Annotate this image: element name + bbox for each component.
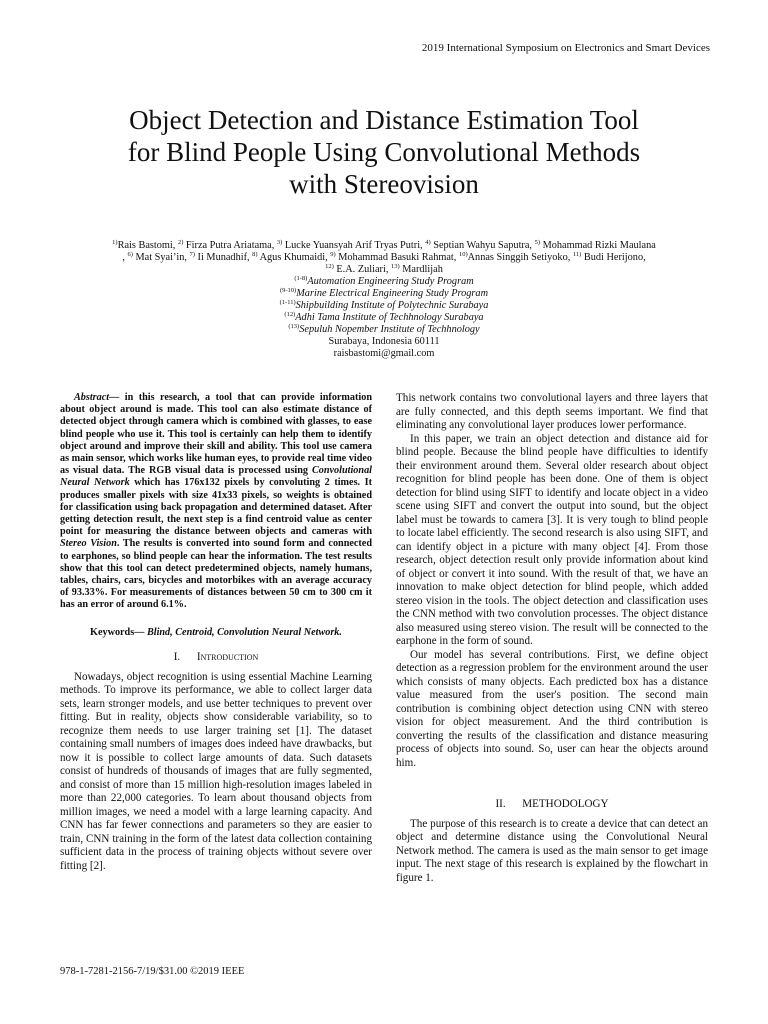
abstract-text: in this research, a tool that can provide information about object around is made. This tool can also estimate distance of detected object through camera which is combined with glasses, to ease blind people who use it. This tool is certainly can help them to identify object around and improve their skill and ability. This tool use camera as main sensor, which works like human eyes, to provide real time video as visual data. The RGB visual data is processed using (60, 392, 372, 477)
author-name: Mat Syai’in, (132, 252, 190, 263)
abstract-label: Abstract— (74, 392, 120, 403)
section-title: Introduction (196, 651, 259, 664)
section-heading-methodology (396, 798, 708, 812)
affiliation (60, 324, 708, 336)
address: Surabaya, Indonesia 60111 (328, 336, 440, 347)
author-name: Septian Wahyu Saputra, (430, 240, 535, 251)
author-index: 10) (458, 251, 468, 258)
intro-paragraph-3: In this paper, we train an object detection and distance aid for blind people. Because the blind people have difficulties to identify their environment around them. Several older research about object recognition for blind people has been done. One of them is object detection for blind using SIFT to identify and locate object in a video scene using SIFT and convert the output into sound, but the object label must be towards to camera [3]. It is very tough to blind people to locate label efficiently. The second research is also using SIFT, and can identify object in a picture with many object [4]. From those research, object detection result only provide information about kind of object or convert it into sound. With the result of that, we have an innovation to make object detection for blind people, which added stereo vision in the tools. The object detection and classification uses the CNN method with two convolution processes. The object distance also measured using stereo vision. The result will be connected to the earphone in the form of sound. (396, 432, 708, 647)
keywords (60, 626, 372, 640)
section-number: II. (495, 798, 506, 810)
author-name: Mohammad Rizki Maulana (540, 240, 656, 251)
keywords-text: Blind, Centroid, Convolution Neural Network. (144, 626, 342, 638)
author-index: 3) (276, 239, 283, 246)
author-index: 6) (127, 251, 133, 258)
affiliation (60, 300, 708, 312)
author-index: 13) (391, 263, 400, 270)
author-name: Annas Singgih Setiyoko, (467, 252, 573, 263)
intro-paragraph-1: Nowadays, object recognition is using essential Machine Learning methods. To improve its performance, we able to collect larger data sets, learn stronger models, and use better techniques to prevent over fitting. But in reality, objects show considerable variability, so to recognize them needs to use larger training set [1]. The dataset containing small numbers of images does indeed have drawbacks, but now it is possible to collect large amounts of data. Such datasets consist of hundreds of thousands of images that are fully segmented, and consist of more than 15 million high-resolution images labeled in more than 22,000 categories. To learn about thousand objects from million images, we need a model with a large learning capacity. And CNN has far fewer connections and parameters so they are easier to train, CNN training in the form of the latest data collection containing sufficient data in the process of training objects without severe over fitting [2]. (60, 670, 372, 872)
author-line-1 (60, 240, 708, 252)
abstract (60, 392, 372, 612)
intro-paragraph-2: This network contains two convolutional layers and three layers that are fully connected, and this depth seems important. We find that eliminating any convolutional layer produces lower performance. (396, 392, 708, 431)
abstract-text: which has 176x132 pixels by convoluting 2 times. It produces smaller pixels with size 41x33 pixels, so weights is obtained for classification using back propagation and determined dataset. After getting detection result, the next step is a find centroid value as center point for measuring the distance between objects and cameras with (60, 477, 373, 538)
affiliation-index: (1-11) (279, 299, 296, 306)
affiliation-index: (13) (288, 323, 300, 330)
abstract-text: . The results is converted into sound form and connected to earphones, so blind people can hear the information. The test results show that this tool can detect predetermined objects, namely humans, tables, chairs, cars, bicycles and motorbikes with an average accuracy of 93.33%. For measurements of distances between 50 cm to 300 cm it has an error of around 6.1%. (60, 538, 372, 611)
abstract-term-stereo: Stereo Vision (60, 538, 117, 550)
author-index: 9) (330, 251, 336, 258)
left-column (60, 392, 372, 873)
affiliation-index: (1-8) (294, 275, 308, 282)
author-index: 4) (425, 239, 431, 246)
affiliation-text: Shipbuilding Institute of Polytechnic Surabaya (295, 300, 489, 311)
author-name: Budi Herijono, (581, 252, 646, 263)
title-line-1: Object Detection and Distance Estimation Tool (129, 105, 639, 135)
author-name: Mardlijah (399, 264, 443, 275)
section-title: METHODOLOGY (522, 798, 609, 810)
affiliation-text: Marine Electrical Engineering Study Program (296, 288, 489, 299)
author-name: Ii Munadhif, (194, 252, 253, 263)
author-index: 7) (189, 251, 195, 258)
author-name: Mohammad Basuki Rahmat, (335, 252, 459, 263)
author-name: Lucke Yuansyah Arif Tryas Putri, (282, 240, 426, 251)
affiliation-text: Sepuluh Nopember Institute of Techhnology (299, 324, 480, 335)
conference-header: 2019 International Symposium on Electronics and Smart Devices (421, 42, 710, 54)
section-number: I. (173, 651, 181, 664)
abstract-term-cnn: Convolutional Neural Network (60, 465, 372, 489)
methodology-paragraph-1: The purpose of this research is to create a device that can detect an object and determine distance using the Convolutional Neural Network method. The camera is used as the main sensor to get image input. The next stage of this research is explained by the flowchart in figure 1. (396, 817, 708, 884)
affiliation-text: Adhi Tama Institute of Techhnology Surabaya (295, 312, 484, 323)
affiliation-index: (9-10) (279, 287, 297, 294)
author-name: E.A. Zuliari, (333, 264, 391, 275)
right-column (396, 392, 708, 885)
author-separator: , (122, 252, 128, 263)
paper-title (60, 104, 708, 200)
section-heading-introduction (60, 651, 372, 665)
author-block (60, 240, 708, 360)
affiliation (60, 276, 708, 288)
keywords-label: Keywords— (90, 626, 145, 638)
author-index: 11) (572, 251, 582, 258)
affiliation (60, 288, 708, 300)
title-line-3: with Stereovision (289, 169, 479, 199)
author-name: Agus Khumaidi, (257, 252, 331, 263)
title-line-2: for Blind People Using Convolutional Methods (127, 137, 641, 167)
author-index: 5) (534, 239, 540, 246)
author-name: Firza Putra Ariatama, (183, 240, 277, 251)
affiliation-text: Automation Engineering Study Program (307, 276, 474, 287)
affiliation (60, 312, 708, 324)
author-index: 8) (252, 251, 258, 258)
author-index: 1) (112, 239, 118, 246)
author-index: 12) (325, 263, 334, 270)
author-name: Rais Bastomi, (117, 240, 178, 251)
author-line-3 (60, 264, 708, 276)
intro-paragraph-4: Our model has several contributions. First, we define object detection as a regression problem for the environment around the user which consists of many objects. Each predicted box has a distance value measured from the user's position. The second main contribution is combining object detection using CNN with stereo vision for object measurement. And the third contribution is converting the results of the classification and distance measuring process of objects into sound. So, user can hear the objects around him. (396, 648, 708, 769)
copyright-footer: 978-1-7281-2156-7/19/$31.00 ©2019 IEEE (60, 966, 245, 977)
affiliation-index: (12) (284, 311, 296, 318)
email-link[interactable]: raisbastomi@gmail.com (333, 348, 435, 359)
author-index: 2) (177, 239, 184, 246)
author-line-2 (60, 252, 708, 264)
